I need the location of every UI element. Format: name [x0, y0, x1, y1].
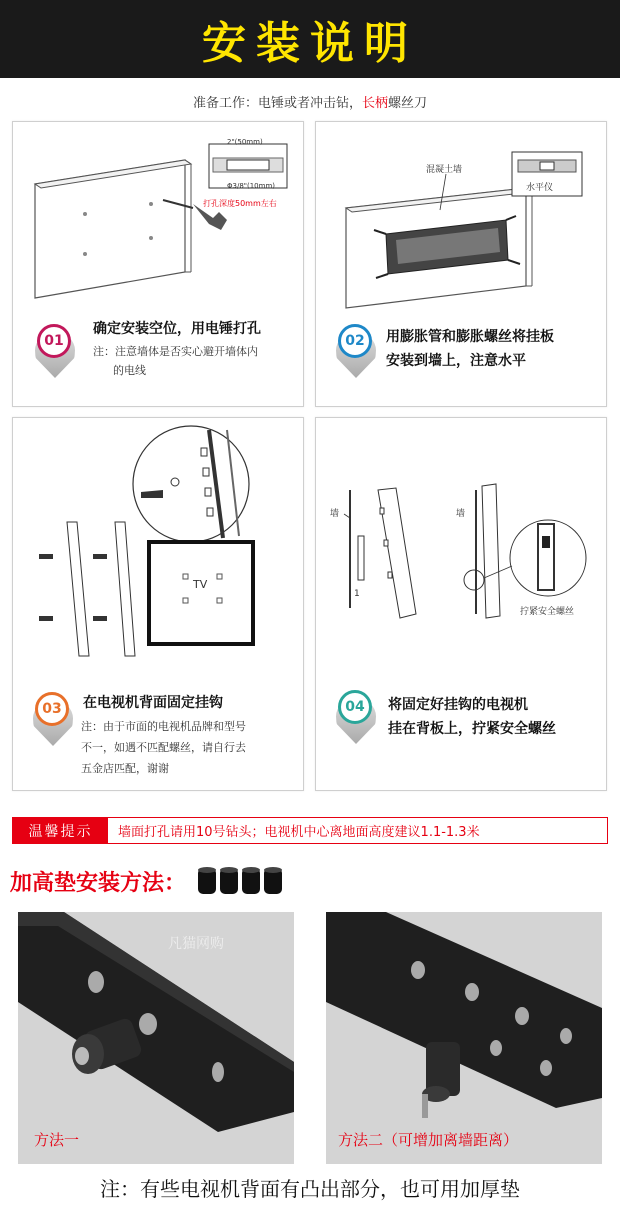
- tip-label: 温馨提示: [13, 818, 108, 843]
- method-one-illustration: [18, 912, 294, 1164]
- method-one-label: 方法一: [34, 1131, 80, 1149]
- step-number-1: 01: [37, 324, 71, 358]
- tv-bracket-diagram: [13, 418, 305, 688]
- step-title-2-line-2: 安装到墙上，注意水平: [386, 353, 526, 369]
- step-note-3-line-1: 注：由于市面的电视机品牌和型号: [81, 720, 246, 733]
- step-title-3: 在电视机背面固定挂钩: [83, 695, 223, 711]
- step-title-1: 确定安装空位，用电锤打孔: [93, 321, 261, 337]
- step-badge-4: [332, 684, 380, 746]
- method-one-photo: [18, 912, 294, 1164]
- step-panel-2: [315, 121, 607, 407]
- dim-label-depth-size: 2"(50mm): [227, 138, 263, 146]
- step-note-1-line-1: 注：注意墙体是否实心避开墙体内: [93, 345, 258, 358]
- hang-tv-diagram: [316, 418, 608, 688]
- method-two-label: 方法二（可增加离墙距离）: [338, 1131, 519, 1149]
- step-title-2-line-1: 用膨胀管和膨胀螺丝将挂板: [386, 329, 554, 345]
- wall-label-a: 墙: [330, 509, 340, 519]
- svg-text:1: 1: [354, 589, 360, 599]
- drill-depth-label: 打孔深度50mm左右: [203, 199, 277, 208]
- concrete-wall-label: 混凝土墙: [426, 165, 463, 175]
- step-note-1-line-2: 的电线: [113, 364, 146, 377]
- step-note-3-line-2: 不一，如遇不匹配螺丝，请自行去: [81, 741, 246, 754]
- step-number-4: 04: [338, 690, 372, 724]
- level-label: 水平仪: [526, 183, 554, 193]
- tv-label: TV: [193, 578, 208, 591]
- step-badge-1: [31, 318, 79, 380]
- preparation-line: [0, 92, 620, 111]
- step-badge-3: [29, 686, 77, 748]
- warm-tip-bar: [12, 817, 608, 844]
- step-title-4-line-2: 挂在背板上，拧紧安全螺丝: [388, 721, 556, 737]
- drilling-diagram: [13, 122, 305, 322]
- method-two-photo: [326, 912, 602, 1164]
- tip-text: 墙面打孔请用10号钻头；电视机中心离地面高度建议1.1-1.3米: [118, 825, 480, 840]
- safety-screw-label: 拧紧安全螺丝: [520, 607, 575, 617]
- header-banner: [0, 0, 620, 78]
- step-panel-3: [12, 417, 304, 791]
- mounting-plate-diagram: [316, 122, 608, 322]
- riser-pads-image: [196, 864, 288, 896]
- riser-section-title: 加高垫安装方法：: [10, 871, 187, 896]
- dim-label-diameter: Φ3/8"(10mm): [227, 182, 276, 190]
- step-panel-1: [12, 121, 304, 407]
- footer-note: 注：有些电视机背面有凸出部分，也可用加厚垫: [100, 1177, 520, 1201]
- page-title: 安装说明: [202, 18, 418, 69]
- prep-suffix: 螺丝刀: [388, 96, 428, 111]
- prep-highlight: 长柄: [361, 96, 388, 111]
- wall-label-b: 墙: [456, 509, 466, 519]
- step-title-4-line-1: 将固定好挂钩的电视机: [388, 697, 528, 713]
- watermark-text: 凡猫网购: [168, 936, 224, 952]
- prep-prefix: 准备工作：电锤或者冲击钻，: [192, 96, 362, 111]
- step-number-2: 02: [338, 324, 372, 358]
- method-two-illustration: [326, 912, 602, 1164]
- step-panel-4: [315, 417, 607, 791]
- step-badge-2: [332, 318, 380, 380]
- step-note-3-line-3: 五金店匹配，谢谢: [81, 762, 169, 775]
- step-number-3: 03: [35, 692, 69, 726]
